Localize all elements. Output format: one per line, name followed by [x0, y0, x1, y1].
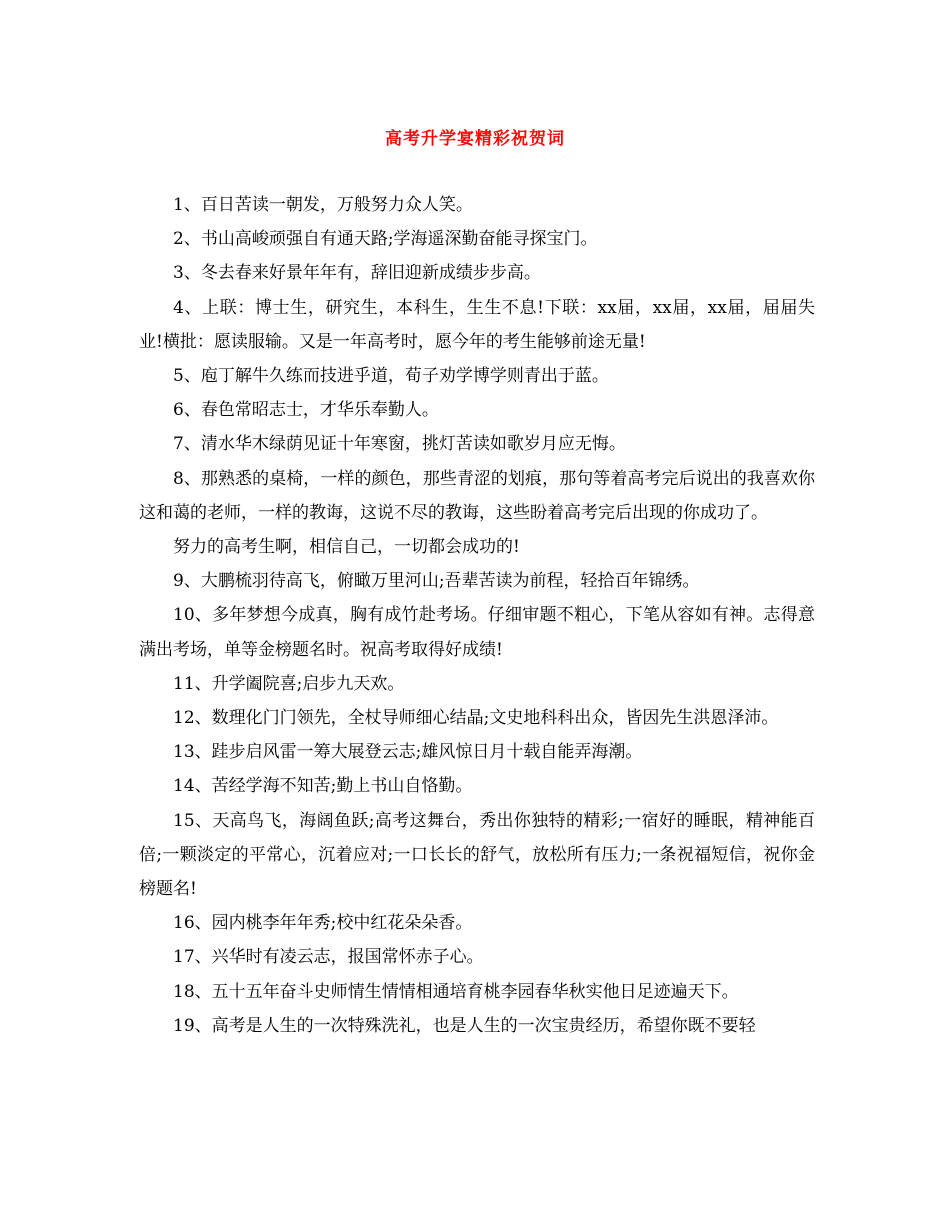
paragraph: 15、天高鸟飞，海阔鱼跃;高考这舞台，秀出你独特的精彩;一宿好的睡眠，精神能百倍;一颗淡定的平常心，沉着应对;一口长长的舒气，放松所有压力;一条祝福短信，祝你金榜题名!	[139, 810, 815, 900]
paragraph: 13、跬步启风雷一筹大展登云志;雄风惊日月十载自能弄海潮。	[173, 742, 643, 763]
paragraph: 17、兴华时有凌云志，报国常怀赤子心。	[173, 947, 484, 968]
paragraph: 16、园内桃李年年秀;校中红花朵朵香。	[173, 913, 473, 934]
paragraph: 10、多年梦想今成真，胸有成竹赴考场。仔细审题不粗心，下笔从容如有神。志得意满出考场，单等金榜题名时。祝高考取得好成绩!	[139, 605, 815, 660]
paragraph: 19、高考是人生的一次特殊洗礼，也是人生的一次宝贵经历，希望你既不要轻	[173, 1015, 756, 1036]
paragraph: 9、大鹏梳羽待高飞，俯瞰万里河山;吾辈苦读为前程，轻拾百年锦绣。	[173, 571, 700, 592]
paragraph: 努力的高考生啊，相信自己，一切都会成功的!	[173, 537, 520, 558]
paragraph: 18、五十五年奋斗史师情生情情相通培育桃李园春华秋实他日足迹遍天下。	[173, 981, 739, 1002]
paragraph: 1、百日苦读一朝发，万般努力众人笑。	[173, 195, 473, 215]
paragraph: 3、冬去春来好景年年有，辞旧迎新成绩步步高。	[173, 263, 541, 284]
document-title: 高考升学宴精彩祝贺词	[385, 129, 565, 149]
paragraph: 12、数理化门门领先，全杖导师细心结晶;文史地科科出众，皆因先生洪恩泽沛。	[173, 708, 779, 729]
document-body	[139, 188, 815, 1043]
paragraph: 14、苦经学海不知苦;勤上书山自恪勤。	[173, 776, 473, 797]
paragraph: 2、书山高峻顽强自有通天路;学海遥深勤奋能寻探宝门。	[173, 229, 598, 250]
paragraph: 7、清水华木绿荫见证十年寒窗，挑灯苦读如歌岁月应无悔。	[173, 434, 626, 455]
paragraph: 4、上联：博士生，研究生，本科生，生生不息!下联：xx届，xx届，xx届，届届失业!横批：愿读服输。又是一年高考时，愿今年的考生能够前途无量!	[139, 297, 815, 352]
paragraph: 6、春色常昭志士，才华乐奉勤人。	[173, 400, 439, 421]
paragraph: 11、升学阖院喜;启步九天欢。	[173, 673, 405, 694]
paragraph: 5、庖丁解牛久练而技进乎道，荀子劝学博学则青出于蓝。	[173, 366, 609, 387]
paragraph: 8、那熟悉的桌椅，一样的颜色，那些青涩的划痕，那句等着高考完后说出的我喜欢你这和蔼的老师，一样的教诲，这说不尽的教诲，这些盼着高考完后出现的你成功了。	[139, 468, 815, 523]
